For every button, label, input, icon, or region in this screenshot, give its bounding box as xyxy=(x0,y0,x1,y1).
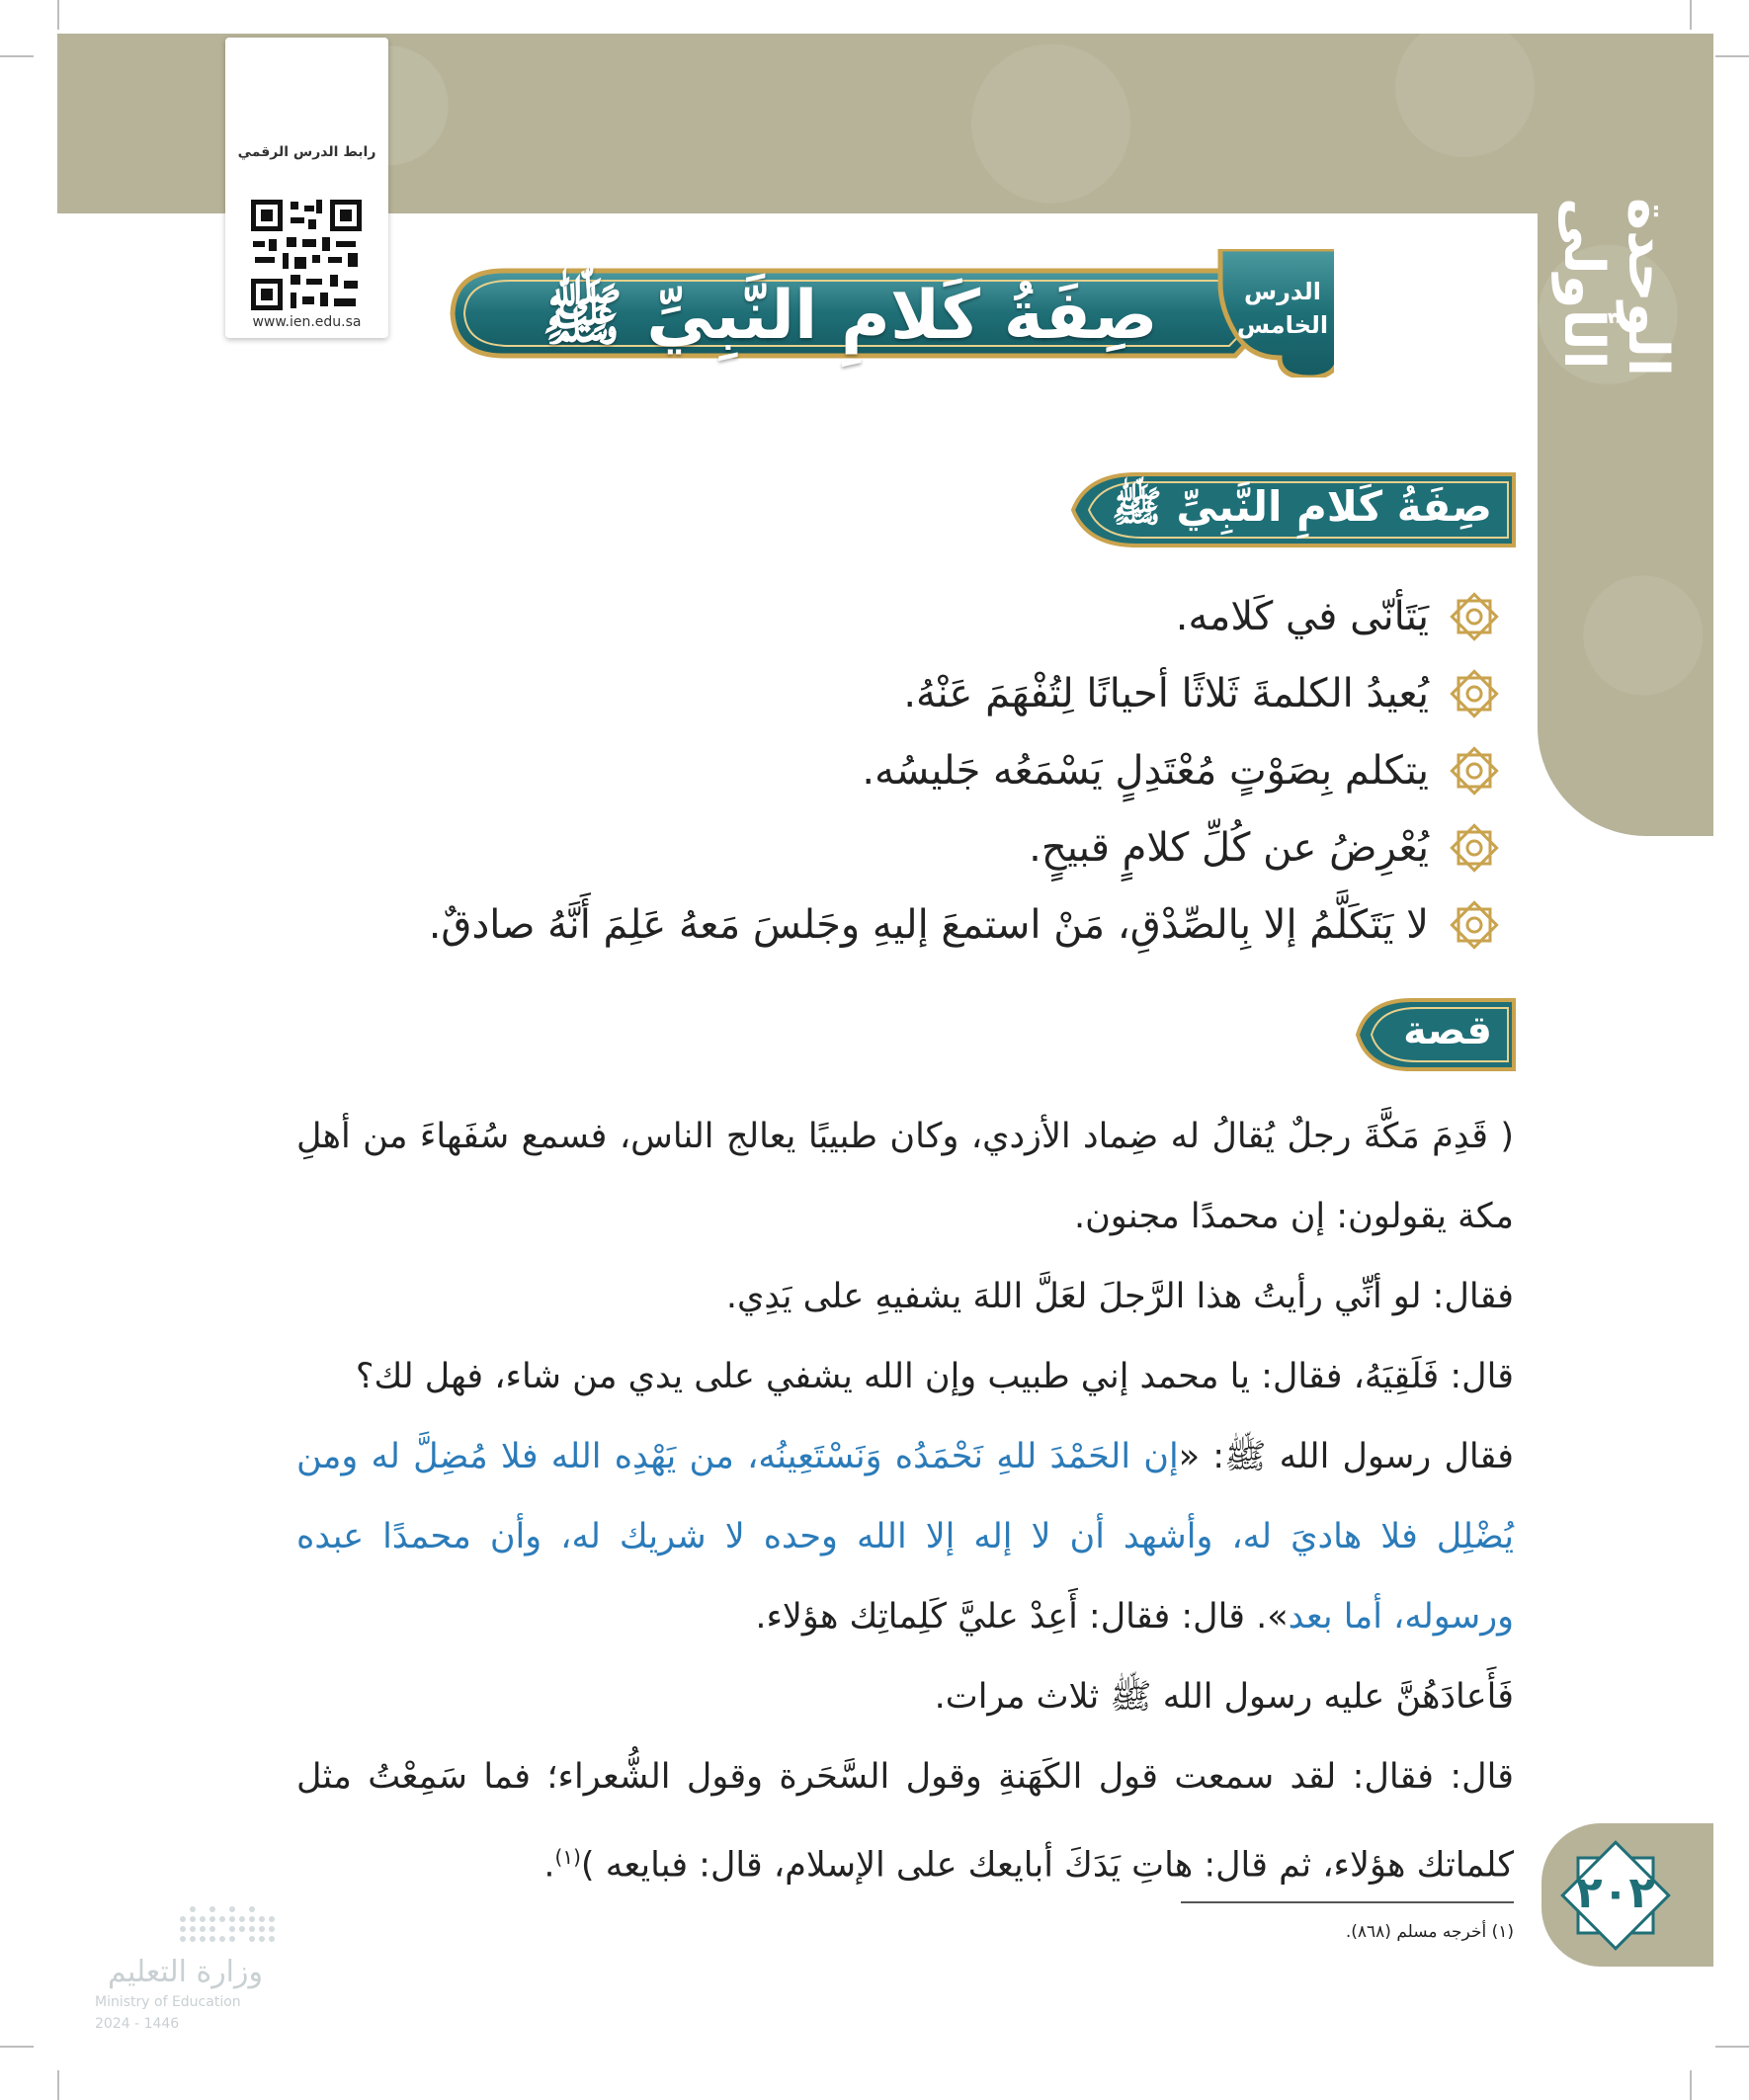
star-bullet-icon xyxy=(1447,897,1502,953)
crop-mark xyxy=(1690,0,1692,30)
crop-mark xyxy=(1715,2046,1749,2048)
story-paragraph: فَأَعادَهُنَّ عليه رسول الله ﷺ ثلاث مرات. xyxy=(934,1677,1514,1717)
quote-intro: فقال رسول الله ﷺ: « xyxy=(1178,1437,1514,1476)
story-end-mark: . xyxy=(543,1845,555,1886)
bullet-text: يُعْرِضُ عن كُلِّ كلامٍ قبيحٍ. xyxy=(1029,825,1429,871)
story-body xyxy=(296,1097,1514,1906)
story-last-text: قال: فقال: لقد سمعت قول الكَهَنةِ وقول السَّحَرة وقول الشُّعراء؛ فما سَمِعْتُ مثل كلماتك هؤلاء، ثم قال: هاتِ يَدَكَ أبايعك على الإسلام، قال: فبايعه ) xyxy=(296,1757,1514,1886)
crop-mark xyxy=(1715,55,1749,57)
crop-mark xyxy=(57,2070,59,2100)
qr-label: رابط الدرس الرقمي xyxy=(237,144,376,160)
story-paragraph xyxy=(296,1417,1514,1657)
list-item xyxy=(415,886,1502,964)
bullet-text: لا يَتَكَلَّمُ إلا بِالصِّدْقِ، مَنْ استمعَ إليهِ وجَلسَ مَعهُ عَلِمَ أَنَّهُ صادقٌ. xyxy=(428,902,1429,948)
qr-url[interactable]: www.ien.edu.sa xyxy=(252,314,362,330)
star-bullet-icon xyxy=(1447,589,1502,644)
section-heading: صِفَةُ كَلامِ النَّبِيِّ ﷺ xyxy=(1112,482,1492,531)
qr-card[interactable] xyxy=(225,38,388,338)
unit-title: الوحدة الأولى xyxy=(1551,198,1680,378)
crop-mark xyxy=(0,55,34,57)
footnote: (١) أخرجه مسلم (٨٦٨). xyxy=(1345,1922,1514,1942)
footnote-ref: (١) xyxy=(554,1845,581,1869)
lesson-title: صِفَةُ كَلامِ النَّبِيِّ ﷺ xyxy=(541,277,1158,355)
ministry-logo-icon xyxy=(173,1899,282,1949)
list-item xyxy=(415,732,1502,809)
star-bullet-icon xyxy=(1447,743,1502,798)
story-paragraph: ( قَدِمَ مَكَّةَ رجلٌ يُقالُ له ضِماد الأزدي، وكان طبيبًا يعالج الناس، فسمع سُفَهاءَ من أهلِ مكة يقولون: إن محمدًا مجنون. xyxy=(296,1117,1514,1236)
ministry-name-ar: وزارة التعليم xyxy=(107,1955,263,1989)
star-bullet-icon xyxy=(1447,666,1502,721)
bullet-text: يُعيدُ الكلمةَ ثَلاثًا أحيانًا لِتُفْهَمَ عَنْهُ. xyxy=(903,671,1429,716)
bullet-text: يتكلم بِصَوْتٍ مُعْتَدِلٍ يَسْمَعُه جَليسُه. xyxy=(862,748,1429,794)
ministry-year: 2024 - 1446 xyxy=(95,2016,180,2032)
story-paragraph: فقال: لو أنِّي رأيتُ هذا الرَّجلَ لعَلَّ اللهَ يشفيهِ على يَدِي. xyxy=(725,1277,1514,1316)
quote-outro: ». قال: فقال: أَعِدْ عليَّ كَلِماتِك هؤلاء. xyxy=(755,1597,1289,1637)
lesson-badge-line2: الخامس xyxy=(1236,311,1329,339)
footnote-divider xyxy=(1181,1901,1514,1903)
story-heading: قصة xyxy=(1403,1008,1492,1053)
bullet-text: يَتَأنّى في كَلامه. xyxy=(1175,594,1429,639)
list-item xyxy=(415,578,1502,655)
qr-code-icon[interactable] xyxy=(247,176,366,334)
story-paragraph: قال: فَلَقِيَهُ، فقال: يا محمد إني طبيب وإن الله يشفي على يدي من شاء، فهل لك؟ xyxy=(355,1357,1514,1396)
ministry-name-en: Ministry of Education xyxy=(95,1994,241,2010)
crop-mark xyxy=(1690,2070,1692,2100)
list-item xyxy=(415,809,1502,886)
page-number: ٢٠٢ xyxy=(1575,1868,1656,1918)
hadith-quote: إن الحَمْدَ للهِ نَحْمَدُه وَنَسْتَعِينُه، من يَهْدِه الله فلا مُضِلَّ له ومن يُضْلِل فلا هاديَ له، وأشهد أن لا إله إلا الله وحده لا شريك له، وأن محمدًا عبده ورسوله، أما بعد xyxy=(296,1437,1514,1637)
crop-mark xyxy=(57,0,59,30)
crop-mark xyxy=(0,2046,34,2048)
star-bullet-icon xyxy=(1447,820,1502,876)
lesson-badge xyxy=(1213,275,1352,342)
story-paragraph xyxy=(296,1737,1514,1906)
list-item xyxy=(415,655,1502,732)
lesson-badge-line1: الدرس xyxy=(1243,278,1322,305)
bullet-list xyxy=(415,578,1502,964)
